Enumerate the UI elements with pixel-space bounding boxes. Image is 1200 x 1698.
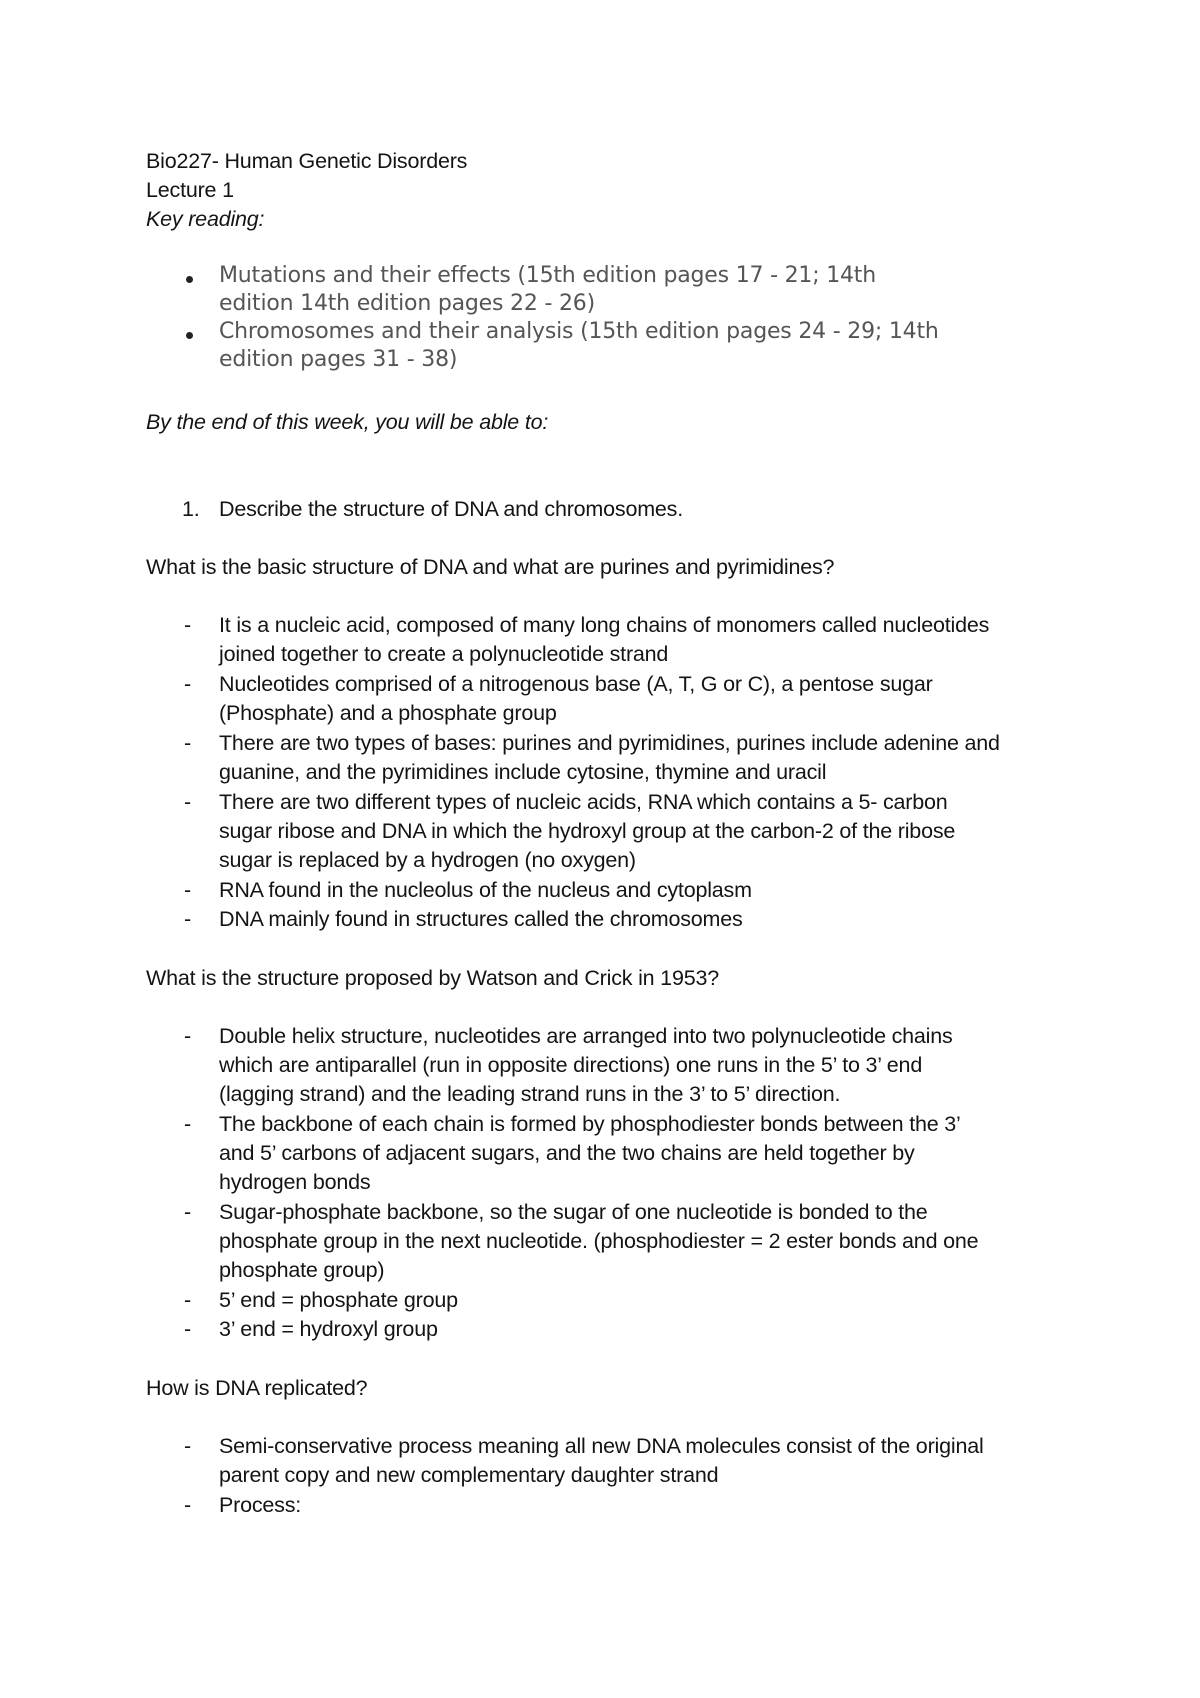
s2-b2-line2: and 5’ carbons of adjacent sugars, and the two chains are held together by — [219, 1141, 915, 1165]
reading-item-1-line1: Mutations and their effects (15th edition pages 17 - 21; 14th — [219, 263, 876, 288]
reading-item-2-line2: edition pages 31 - 38) — [219, 347, 458, 372]
s1-b4-line3: sugar is replaced by a hydrogen (no oxygen) — [219, 848, 636, 872]
s3-b2-line1: Process: — [219, 1493, 302, 1517]
s2-b3-line2: phosphate group in the next nucleotide. (phosphodiester = 2 ester bonds and one — [219, 1229, 979, 1253]
dash-bullet: - — [184, 1434, 191, 1458]
s2-b3-line3: phosphate group) — [219, 1258, 385, 1282]
s1-b2-line1: Nucleotides comprised of a nitrogenous base (A, T, G or C), a pentose sugar — [219, 672, 933, 696]
dash-bullet: - — [184, 613, 191, 637]
s1-b1-line1: It is a nucleic acid, composed of many long chains of monomers called nucleotides — [219, 613, 990, 637]
s1-b3-line1: There are two types of bases: purines and pyrimidines, purines include adenine and — [219, 731, 1000, 755]
s1-b6-line1: DNA mainly found in structures called the chromosomes — [219, 907, 743, 931]
dash-bullet: - — [184, 1200, 191, 1224]
key-reading-label: Key reading: — [146, 207, 265, 231]
s1-b2-line2: (Phosphate) and a phosphate group — [219, 701, 557, 725]
dash-bullet: - — [184, 672, 191, 696]
dash-bullet: - — [184, 731, 191, 755]
dash-bullet: - — [184, 1024, 191, 1048]
objectives-intro: By the end of this week, you will be able to: — [146, 410, 549, 434]
dash-bullet: - — [184, 878, 191, 902]
section1-question: What is the basic structure of DNA and what are purines and pyrimidines? — [146, 555, 835, 579]
reading-item-1-line2: edition 14th edition pages 22 - 26) — [219, 291, 595, 316]
s1-b4-line2: sugar ribose and DNA in which the hydroxyl group at the carbon-2 of the ribose — [219, 819, 956, 843]
section3-question: How is DNA replicated? — [146, 1376, 368, 1400]
s1-b5-line1: RNA found in the nucleolus of the nucleus and cytoplasm — [219, 878, 752, 902]
dash-bullet: - — [184, 907, 191, 931]
objective-text: Describe the structure of DNA and chromosomes. — [219, 497, 683, 521]
bullet-icon — [186, 332, 193, 339]
bullet-icon — [186, 276, 193, 283]
dash-bullet: - — [184, 1288, 191, 1312]
s2-b4-line1: 5’ end = phosphate group — [219, 1288, 458, 1312]
course-title: Bio227- Human Genetic Disorders — [146, 149, 468, 173]
lecture-label: Lecture 1 — [146, 178, 234, 202]
s2-b3-line1: Sugar-phosphate backbone, so the sugar of one nucleotide is bonded to the — [219, 1200, 928, 1224]
s2-b1-line1: Double helix structure, nucleotides are arranged into two polynucleotide chains — [219, 1024, 953, 1048]
s2-b1-line3: (lagging strand) and the leading strand runs in the 3’ to 5’ direction. — [219, 1082, 841, 1106]
s2-b5-line1: 3’ end = hydroxyl group — [219, 1317, 438, 1341]
s1-b4-line1: There are two different types of nucleic acids, RNA which contains a 5- carbon — [219, 790, 948, 814]
section2-question: What is the structure proposed by Watson and Crick in 1953? — [146, 966, 719, 990]
dash-bullet: - — [184, 1493, 191, 1517]
dash-bullet: - — [184, 1317, 191, 1341]
s2-b2-line3: hydrogen bonds — [219, 1170, 371, 1194]
s1-b3-line2: guanine, and the pyrimidines include cytosine, thymine and uracil — [219, 760, 827, 784]
s2-b1-line2: which are antiparallel (run in opposite directions) one runs in the 5’ to 3’ end — [219, 1053, 923, 1077]
reading-item-2-line1: Chromosomes and their analysis (15th edition pages 24 - 29; 14th — [219, 319, 939, 344]
dash-bullet: - — [184, 1112, 191, 1136]
dash-bullet: - — [184, 790, 191, 814]
s3-b1-line1: Semi-conservative process meaning all new DNA molecules consist of the original — [219, 1434, 984, 1458]
s2-b2-line1: The backbone of each chain is formed by phosphodiester bonds between the 3’ — [219, 1112, 961, 1136]
objective-number: 1. — [182, 497, 200, 521]
s1-b1-line2: joined together to create a polynucleotide strand — [219, 642, 669, 666]
s3-b1-line2: parent copy and new complementary daughter strand — [219, 1463, 719, 1487]
